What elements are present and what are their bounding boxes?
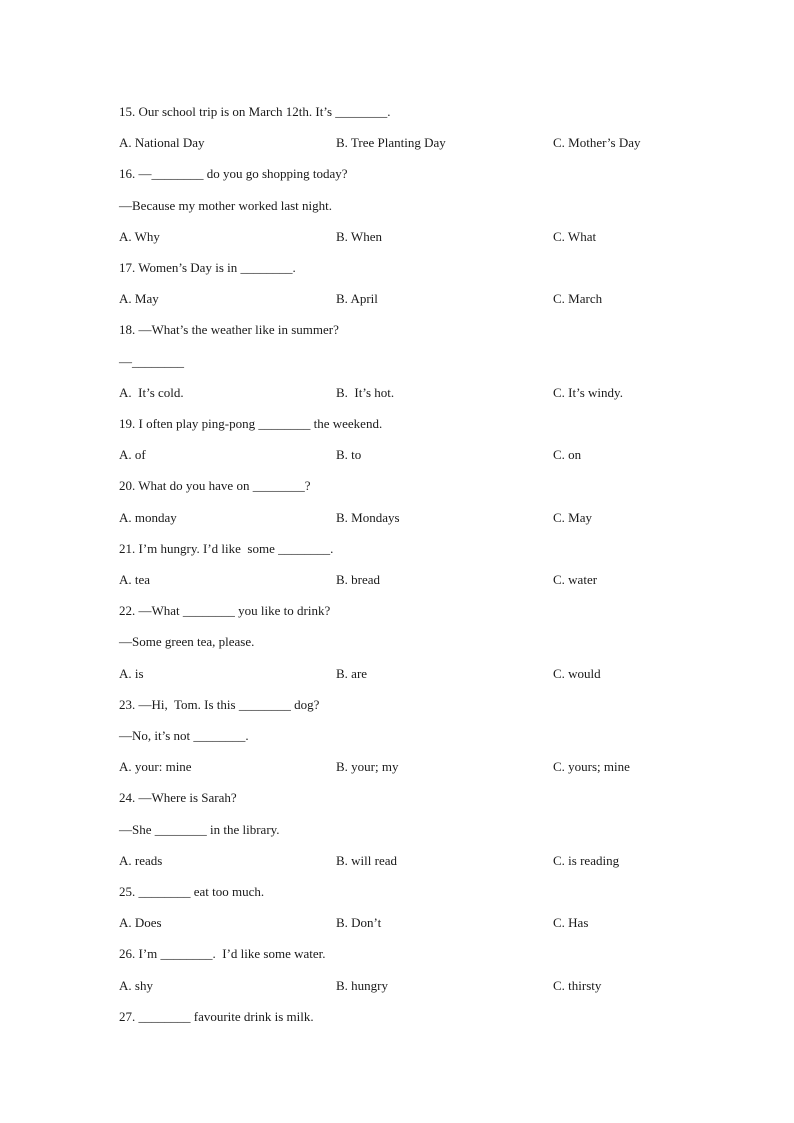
answer-option-c: C. yours; mine — [553, 759, 630, 774]
answer-option-a: A. monday — [119, 510, 177, 525]
answer-option-b: B. April — [336, 291, 378, 306]
question-dialogue-line: —Because my mother worked last night. — [119, 198, 333, 213]
question-stem: 26. I’m ________. I’d like some water. — [119, 946, 326, 961]
answer-option-b: B. It’s hot. — [336, 385, 395, 400]
answer-option-a: A. National Day — [119, 135, 205, 150]
question-dialogue-line: —________ — [119, 354, 184, 369]
question-dialogue-line: —She ________ in the library. — [119, 822, 280, 837]
answer-option-b: B. your; my — [336, 759, 399, 774]
answer-option-a: A. It’s cold. — [119, 385, 184, 400]
answer-option-b: B. to — [336, 447, 362, 462]
answer-option-a: A. Does — [119, 915, 162, 930]
answer-option-c: C. would — [553, 666, 601, 681]
answer-option-a: A. reads — [119, 853, 163, 868]
answer-option-a: A. shy — [119, 978, 153, 993]
answer-option-b: B. are — [336, 666, 368, 681]
answer-option-a: A. of — [119, 447, 146, 462]
answer-option-c: C. is reading — [553, 853, 620, 868]
answer-option-b: B. bread — [336, 572, 381, 587]
answer-option-b: B. Don’t — [336, 915, 382, 930]
answer-option-b: B. When — [336, 229, 382, 244]
question-stem: 20. What do you have on ________? — [119, 478, 311, 493]
answer-option-c: C. water — [553, 572, 598, 587]
question-stem: 27. ________ favourite drink is milk. — [119, 1009, 314, 1024]
answer-option-c: C. What — [553, 229, 597, 244]
question-stem: 16. —________ do you go shopping today? — [119, 166, 348, 181]
answer-option-b: B. will read — [336, 853, 398, 868]
question-stem: 15. Our school trip is on March 12th. It’s ________. — [119, 104, 391, 119]
answer-option-c: C. It’s windy. — [553, 385, 623, 400]
answer-option-c: C. thirsty — [553, 978, 602, 993]
answer-option-c: C. Mother’s Day — [553, 135, 641, 150]
question-stem: 19. I often play ping-pong ________ the weekend. — [119, 416, 383, 431]
question-dialogue-line: —Some green tea, please. — [119, 634, 255, 649]
question-stem: 21. I’m hungry. I’d like some ________. — [119, 541, 334, 556]
question-dialogue-line: —No, it’s not ________. — [119, 728, 249, 743]
answer-option-b: B. hungry — [336, 978, 388, 993]
answer-option-c: C. March — [553, 291, 603, 306]
answer-option-c: C. on — [553, 447, 582, 462]
answer-option-a: A. May — [119, 291, 159, 306]
question-stem: 18. —What’s the weather like in summer? — [119, 322, 339, 337]
answer-option-c: C. May — [553, 510, 592, 525]
question-stem: 24. —Where is Sarah? — [119, 790, 237, 805]
answer-option-b: B. Tree Planting Day — [336, 135, 446, 150]
answer-option-c: C. Has — [553, 915, 589, 930]
question-stem: 17. Women’s Day is in ________. — [119, 260, 296, 275]
answer-option-a: A. your: mine — [119, 759, 192, 774]
answer-option-b: B. Mondays — [336, 510, 400, 525]
question-stem: 22. —What ________ you like to drink? — [119, 603, 331, 618]
answer-option-a: A. Why — [119, 229, 160, 244]
answer-option-a: A. tea — [119, 572, 151, 587]
question-stem: 23. —Hi, Tom. Is this ________ dog? — [119, 697, 320, 712]
question-stem: 25. ________ eat too much. — [119, 884, 265, 899]
answer-option-a: A. is — [119, 666, 144, 681]
